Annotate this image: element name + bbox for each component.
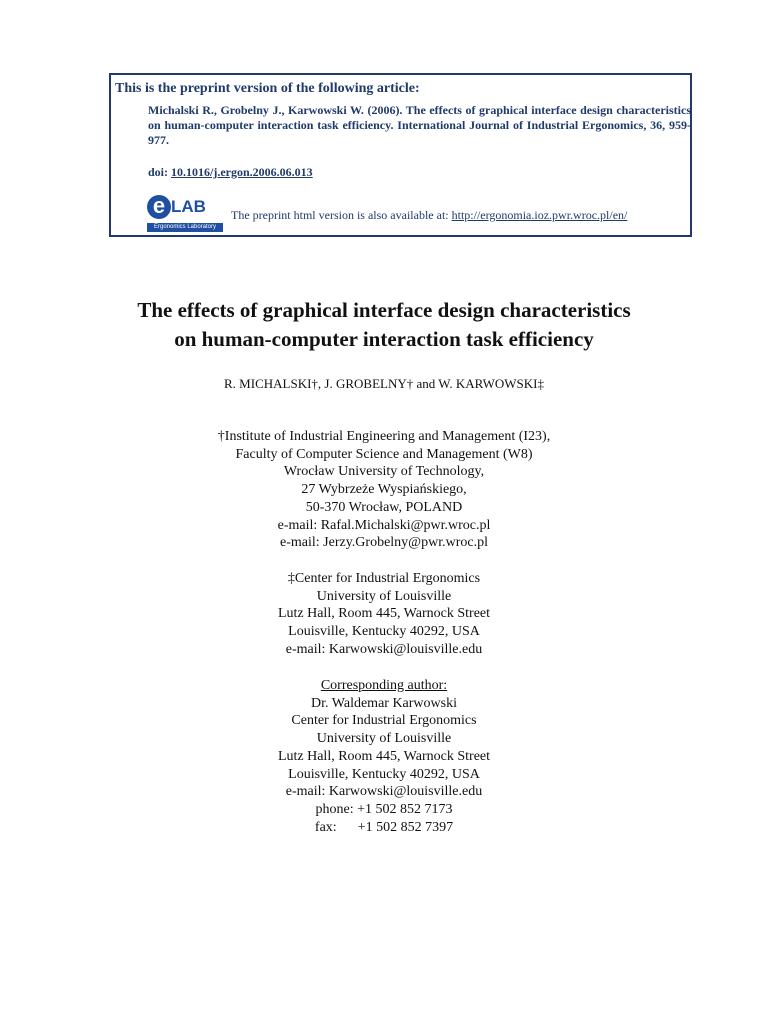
email-line: e-mail: Jerzy.Grobelny@pwr.wroc.pl — [280, 535, 488, 551]
affiliation-line: University of Louisville — [316, 588, 452, 604]
affiliation-line: Faculty of Computer Science and Management (W8) — [235, 446, 533, 462]
email-line: e-mail: Karwowski@louisville.edu — [285, 641, 483, 657]
citation-text: Michalski R., Grobelny J., Karwowski W. (2006). The effects of graphical interface design characteristics on human-computer interaction task efficiency. International Journal of Industrial Ergonomics, 36, 959-977. — [148, 103, 691, 147]
affiliation-line: †Institute of Industrial Engineering and Management (I23), — [217, 429, 551, 444]
preprint-note-text: The preprint html version is also available at: — [231, 208, 452, 222]
preprint-url-link[interactable]: http://ergonomia.ioz.pwr.wroc.pl/en/ — [451, 208, 628, 222]
affiliation-line: Louisville, Kentucky 40292, USA — [288, 624, 480, 640]
doi-link[interactable]: 10.1016/j.ergon.2006.06.013 — [171, 165, 313, 179]
elab-logo-mark: e — [147, 195, 171, 219]
corresponding-author — [0, 677, 768, 836]
doi-label: doi: — [148, 165, 172, 179]
notice-heading: This is the preprint version of the following article: — [115, 81, 420, 96]
affiliation-line: 50-370 Wrocław, POLAND — [305, 499, 463, 515]
author-list: R. MICHALSKI†, J. GROBELNY† and W. KARWOWSKI‡ — [224, 376, 544, 391]
elab-logo — [147, 193, 223, 233]
fax-line: fax: +1 502 852 7397 — [314, 819, 454, 835]
elab-logo-name: LAB — [171, 197, 206, 216]
doi-line — [148, 165, 313, 180]
affiliation-wroclaw — [0, 428, 768, 552]
corresponding-line: Dr. Waldemar Karwowski — [311, 695, 457, 711]
title-line-1: The effects of graphical interface design characteristics — [137, 298, 631, 322]
paper-title — [0, 296, 768, 354]
corresponding-line: Lutz Hall, Room 445, Warnock Street — [277, 748, 491, 764]
title-line-2: on human-computer interaction task efficiency — [174, 327, 594, 351]
affiliation-line: Lutz Hall, Room 445, Warnock Street — [277, 606, 491, 622]
preprint-notice-box — [109, 73, 692, 237]
email-line: e-mail: Karwowski@louisville.edu — [285, 784, 483, 800]
phone-line: phone: +1 502 852 7173 — [315, 801, 453, 817]
preprint-note — [231, 208, 627, 223]
elab-logo-caption: Ergonomics Laboratory — [147, 223, 223, 232]
corresponding-line: Center for Industrial Ergonomics — [291, 713, 477, 729]
corresponding-line: Louisville, Kentucky 40292, USA — [288, 766, 480, 782]
corresponding-line: University of Louisville — [316, 731, 452, 747]
affiliation-line: ‡Center for Industrial Ergonomics — [287, 571, 481, 586]
affiliation-line: 27 Wybrzeże Wyspiańskiego, — [301, 482, 467, 498]
affiliation-louisville — [0, 570, 768, 659]
email-line: e-mail: Rafal.Michalski@pwr.wroc.pl — [277, 517, 491, 533]
corresponding-heading: Corresponding author: — [320, 678, 448, 693]
affiliation-line: Wrocław University of Technology, — [283, 464, 485, 480]
